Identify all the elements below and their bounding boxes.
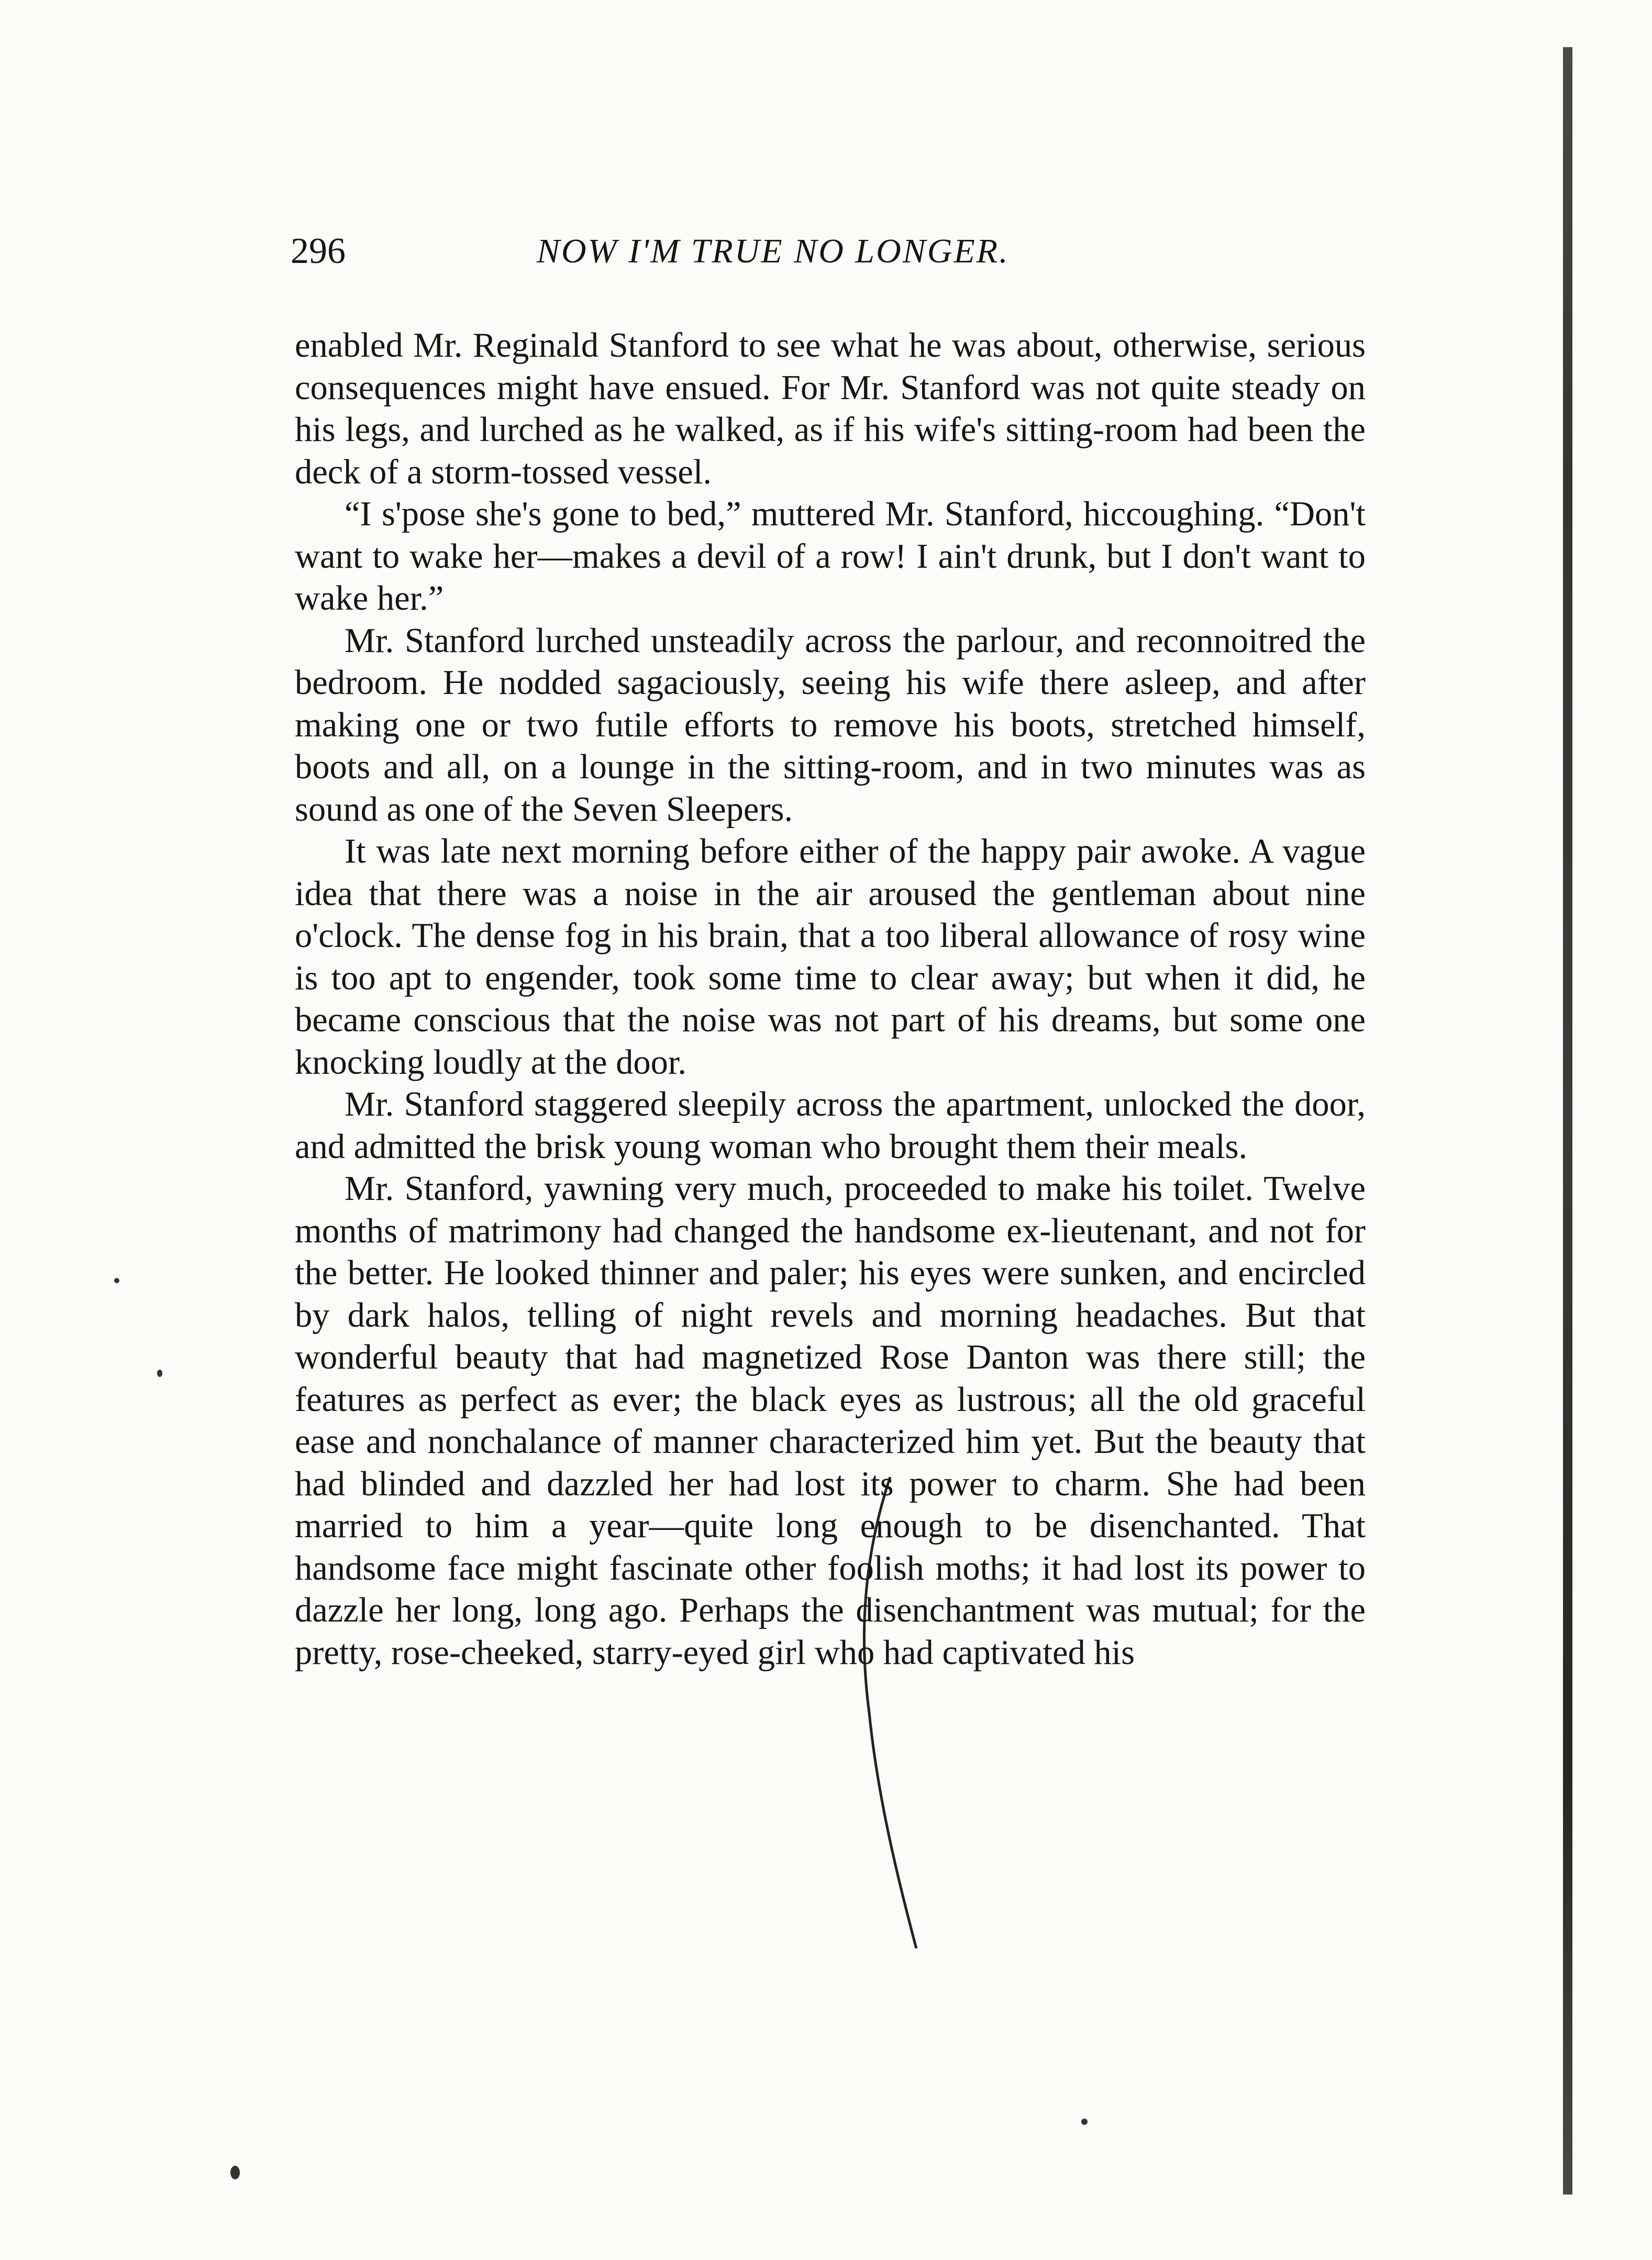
- binding-edge-shadow: [1563, 47, 1572, 2195]
- page-number: 296: [291, 231, 346, 271]
- paragraph: It was late next morning before either of the happy pair awoke. A vague idea that there was a noise in the air aroused the gentleman about nine o'clock. The dense fog in his brain, that a too liberal allowance of rosy wine is too apt to engender, took some time to clear away; but when it did, he became conscious that the noise was not part of his dreams, but some one knocking loudly at the door.: [295, 832, 1366, 1082]
- ink-fleck: [1081, 2119, 1088, 2125]
- ink-fleck: [157, 1370, 162, 1377]
- paragraph: “I s'pose she's gone to bed,” muttered Mr. Stanford, hiccoughing. “Don't want to wake her—makes a devil of a row! I ain't drunk, but I don't want to wake her.”: [295, 495, 1366, 618]
- ink-fleck: [230, 2166, 240, 2179]
- page-header: [291, 225, 1364, 283]
- running-head: NOW I'M TRUE NO LONGER.: [537, 232, 1010, 270]
- paragraph: Mr. Stanford staggered sleepily across the apartment, unlocked the door, and admitted the brisk young woman who brought them their meals.: [295, 1085, 1366, 1166]
- paragraph: Mr. Stanford, yawning very much, proceeded to make his toilet. Twelve months of matrimony had changed the handsome ex-lieutenant, and not for the better. He looked thinner and paler; his eyes were sunken, and encircled by dark halos, telling of night revels and morning headaches. But that wonderful beauty that had magnetized Rose Danton was there still; the features as perfect as ever; the black eyes as lustrous; all the old graceful ease and nonchalance of manner characterized him yet. But the beauty that had blinded and dazzled her had lost its power to charm. She had been married to him a year—quite long enough to be disenchanted. That handsome face might fascinate other foolish moths; it had lost its power to dazzle her long, long ago. Perhaps the disenchantment was mutual; for the pretty, rose-cheeked, starry-eyed girl who had captivated his: [295, 1170, 1366, 1672]
- body-text: [295, 325, 1366, 1674]
- paragraph: Mr. Stanford lurched unsteadily across the parlour, and reconnoitred the bedroom. He nodded sagaciously, seeing his wife there asleep, and after making one or two futile efforts to remove his boots, stretched himself, boots and all, on a lounge in the sitting-room, and in two minutes was as sound as one of the Seven Sleepers.: [295, 621, 1366, 829]
- paragraph: enabled Mr. Reginald Stanford to see what he was about, otherwise, serious consequences might have ensued. For Mr. Stanford was not quite steady on his legs, and lurched as he walked, as if his wife's sitting-room had been the deck of a storm-tossed vessel.: [295, 326, 1366, 491]
- ink-fleck: [114, 1278, 119, 1283]
